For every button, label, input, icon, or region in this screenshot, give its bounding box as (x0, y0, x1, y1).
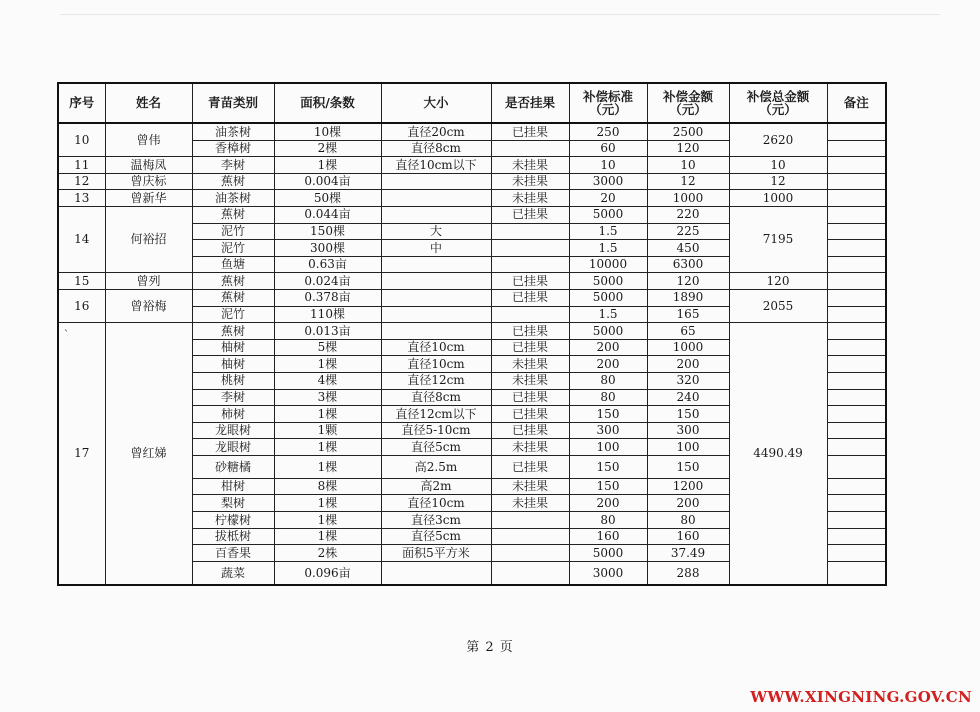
category-cell: 砂糖橘 (192, 455, 274, 478)
quantity-cell: 5棵 (274, 339, 381, 356)
amount-cell: 120 (647, 140, 729, 157)
amount-cell: 6300 (647, 256, 729, 273)
header-cell: 面积/条数 (274, 83, 381, 123)
standard-cell: 1.5 (569, 240, 647, 257)
amount-cell: 200 (647, 356, 729, 373)
remark-cell (827, 339, 886, 356)
quantity-cell: 110棵 (274, 306, 381, 323)
table-row (58, 173, 886, 190)
remark-cell (827, 528, 886, 545)
category-cell: 桃树 (192, 372, 274, 389)
amount-cell: 300 (647, 422, 729, 439)
scan-mark: ˋ (64, 330, 69, 341)
fruit-status-cell: 已挂果 (491, 339, 569, 356)
quantity-cell: 50棵 (274, 190, 381, 207)
remark-cell (827, 372, 886, 389)
amount-cell: 220 (647, 206, 729, 223)
standard-cell: 20 (569, 190, 647, 207)
size-cell (381, 323, 491, 340)
total-amount-cell: 10 (729, 157, 827, 174)
standard-cell: 5000 (569, 273, 647, 290)
quantity-cell: 1棵 (274, 439, 381, 456)
quantity-cell: 2株 (274, 545, 381, 562)
fruit-status-cell: 已挂果 (491, 273, 569, 290)
size-cell: 直径5-10cm (381, 422, 491, 439)
amount-cell: 1000 (647, 339, 729, 356)
serial-number-cell: 14 (58, 206, 105, 272)
amount-cell: 12 (647, 173, 729, 190)
category-cell: 柚树 (192, 339, 274, 356)
fruit-status-cell (491, 528, 569, 545)
name-cell: 温梅凤 (105, 157, 192, 174)
standard-cell: 150 (569, 478, 647, 495)
category-cell: 泥竹 (192, 223, 274, 240)
total-amount-cell: 2620 (729, 123, 827, 157)
amount-cell: 450 (647, 240, 729, 257)
amount-cell: 120 (647, 273, 729, 290)
quantity-cell: 0.004亩 (274, 173, 381, 190)
name-cell: 曾新华 (105, 190, 192, 207)
table-row (58, 289, 886, 306)
name-cell: 曾庆标 (105, 173, 192, 190)
serial-number-cell: 17 (58, 323, 105, 585)
category-cell: 百香果 (192, 545, 274, 562)
table-header-row (58, 83, 886, 123)
size-cell: 高2.5m (381, 455, 491, 478)
size-cell: 直径5cm (381, 439, 491, 456)
total-amount-cell: 1000 (729, 190, 827, 207)
quantity-cell: 0.013亩 (274, 323, 381, 340)
size-cell (381, 256, 491, 273)
size-cell: 面积5平方米 (381, 545, 491, 562)
size-cell: 直径20cm (381, 123, 491, 140)
amount-cell: 200 (647, 495, 729, 512)
header-cell: 补偿总金额 （元） (729, 83, 827, 123)
size-cell (381, 206, 491, 223)
category-cell: 蕉树 (192, 289, 274, 306)
category-cell: 油茶树 (192, 190, 274, 207)
table-row (58, 190, 886, 207)
fruit-status-cell: 未挂果 (491, 190, 569, 207)
amount-cell: 150 (647, 455, 729, 478)
category-cell: 蔬菜 (192, 561, 274, 585)
size-cell (381, 273, 491, 290)
size-cell: 直径5cm (381, 528, 491, 545)
total-amount-cell: 4490.49 (729, 323, 827, 585)
amount-cell: 1200 (647, 478, 729, 495)
quantity-cell: 1棵 (274, 356, 381, 373)
quantity-cell: 1棵 (274, 406, 381, 423)
header-cell: 姓名 (105, 83, 192, 123)
standard-cell: 160 (569, 528, 647, 545)
standard-cell: 10 (569, 157, 647, 174)
size-cell (381, 561, 491, 585)
remark-cell (827, 306, 886, 323)
quantity-cell: 1棵 (274, 157, 381, 174)
name-cell: 何裕招 (105, 206, 192, 272)
amount-cell: 65 (647, 323, 729, 340)
size-cell (381, 306, 491, 323)
size-cell: 中 (381, 240, 491, 257)
total-amount-cell: 2055 (729, 289, 827, 322)
serial-number-cell: 13 (58, 190, 105, 207)
remark-cell (827, 422, 886, 439)
serial-number-cell: 11 (58, 157, 105, 174)
standard-cell: 1.5 (569, 223, 647, 240)
fruit-status-cell (491, 223, 569, 240)
fruit-status-cell: 未挂果 (491, 478, 569, 495)
remark-cell (827, 495, 886, 512)
size-cell (381, 190, 491, 207)
category-cell: 龙眼树 (192, 422, 274, 439)
quantity-cell: 3棵 (274, 389, 381, 406)
header-cell: 青苗类别 (192, 83, 274, 123)
remark-cell (827, 545, 886, 562)
amount-cell: 320 (647, 372, 729, 389)
remark-cell (827, 123, 886, 140)
category-cell: 鱼塘 (192, 256, 274, 273)
quantity-cell: 0.096亩 (274, 561, 381, 585)
quantity-cell: 4棵 (274, 372, 381, 389)
quantity-cell: 150棵 (274, 223, 381, 240)
amount-cell: 37.49 (647, 545, 729, 562)
standard-cell: 3000 (569, 173, 647, 190)
standard-cell: 100 (569, 439, 647, 456)
quantity-cell: 0.378亩 (274, 289, 381, 306)
fruit-status-cell (491, 140, 569, 157)
table-body (58, 123, 886, 585)
remark-cell (827, 173, 886, 190)
amount-cell: 2500 (647, 123, 729, 140)
amount-cell: 10 (647, 157, 729, 174)
size-cell: 直径12cm以下 (381, 406, 491, 423)
size-cell: 直径8cm (381, 140, 491, 157)
standard-cell: 3000 (569, 561, 647, 585)
remark-cell (827, 140, 886, 157)
total-amount-cell: 7195 (729, 206, 827, 272)
fruit-status-cell: 未挂果 (491, 157, 569, 174)
remark-cell (827, 512, 886, 529)
fruit-status-cell: 已挂果 (491, 406, 569, 423)
quantity-cell: 1棵 (274, 495, 381, 512)
size-cell: 直径10cm (381, 339, 491, 356)
standard-cell: 80 (569, 512, 647, 529)
standard-cell: 5000 (569, 323, 647, 340)
size-cell: 直径10cm (381, 495, 491, 512)
category-cell: 柠檬树 (192, 512, 274, 529)
fruit-status-cell: 未挂果 (491, 439, 569, 456)
remark-cell (827, 561, 886, 585)
remark-cell (827, 157, 886, 174)
quantity-cell: 1棵 (274, 512, 381, 529)
quantity-cell: 1棵 (274, 528, 381, 545)
remark-cell (827, 323, 886, 340)
category-cell: 蕉树 (192, 273, 274, 290)
remark-cell (827, 389, 886, 406)
remark-cell (827, 190, 886, 207)
amount-cell: 160 (647, 528, 729, 545)
size-cell: 直径10cm以下 (381, 157, 491, 174)
table-row (58, 123, 886, 140)
category-cell: 柑树 (192, 478, 274, 495)
size-cell: 直径12cm (381, 372, 491, 389)
amount-cell: 165 (647, 306, 729, 323)
amount-cell: 240 (647, 389, 729, 406)
name-cell: 曾列 (105, 273, 192, 290)
fruit-status-cell (491, 561, 569, 585)
table-row (58, 273, 886, 290)
table-row (58, 206, 886, 223)
amount-cell: 225 (647, 223, 729, 240)
standard-cell: 250 (569, 123, 647, 140)
size-cell (381, 173, 491, 190)
fruit-status-cell (491, 256, 569, 273)
name-cell: 曾红娣 (105, 323, 192, 585)
category-cell: 油茶树 (192, 123, 274, 140)
name-cell: 曾裕梅 (105, 289, 192, 322)
quantity-cell: 0.63亩 (274, 256, 381, 273)
remark-cell (827, 256, 886, 273)
fruit-status-cell (491, 545, 569, 562)
category-cell: 泥竹 (192, 306, 274, 323)
standard-cell: 1.5 (569, 306, 647, 323)
total-amount-cell: 12 (729, 173, 827, 190)
header-cell: 备注 (827, 83, 886, 123)
fruit-status-cell: 已挂果 (491, 422, 569, 439)
size-cell: 大 (381, 223, 491, 240)
fruit-status-cell: 已挂果 (491, 389, 569, 406)
scan-edge-line (60, 14, 940, 15)
serial-number-cell: 12 (58, 173, 105, 190)
header-cell: 序号 (58, 83, 105, 123)
amount-cell: 150 (647, 406, 729, 423)
standard-cell: 150 (569, 406, 647, 423)
category-cell: 柚树 (192, 356, 274, 373)
category-cell: 李树 (192, 389, 274, 406)
table-row (58, 323, 886, 340)
category-cell: 蕉树 (192, 206, 274, 223)
standard-cell: 80 (569, 389, 647, 406)
quantity-cell: 300棵 (274, 240, 381, 257)
category-cell: 拔柢树 (192, 528, 274, 545)
standard-cell: 10000 (569, 256, 647, 273)
amount-cell: 288 (647, 561, 729, 585)
fruit-status-cell: 已挂果 (491, 323, 569, 340)
amount-cell: 1000 (647, 190, 729, 207)
remark-cell (827, 223, 886, 240)
quantity-cell: 0.024亩 (274, 273, 381, 290)
remark-cell (827, 439, 886, 456)
remark-cell (827, 455, 886, 478)
category-cell: 泥竹 (192, 240, 274, 257)
size-cell: 直径3cm (381, 512, 491, 529)
serial-number-cell: 10 (58, 123, 105, 157)
fruit-status-cell: 已挂果 (491, 123, 569, 140)
standard-cell: 5000 (569, 545, 647, 562)
remark-cell (827, 478, 886, 495)
header-cell: 大小 (381, 83, 491, 123)
quantity-cell: 8棵 (274, 478, 381, 495)
standard-cell: 80 (569, 372, 647, 389)
amount-cell: 100 (647, 439, 729, 456)
quantity-cell: 1颗 (274, 422, 381, 439)
site-watermark: WWW.XINGNING.GOV.CN (750, 688, 972, 706)
standard-cell: 60 (569, 140, 647, 157)
remark-cell (827, 206, 886, 223)
serial-number-cell: 15 (58, 273, 105, 290)
compensation-table (57, 82, 887, 586)
size-cell (381, 289, 491, 306)
fruit-status-cell (491, 306, 569, 323)
size-cell: 直径10cm (381, 356, 491, 373)
table-row (58, 157, 886, 174)
fruit-status-cell (491, 240, 569, 257)
category-cell: 李树 (192, 157, 274, 174)
name-cell: 曾伟 (105, 123, 192, 157)
remark-cell (827, 356, 886, 373)
remark-cell (827, 240, 886, 257)
fruit-status-cell: 未挂果 (491, 173, 569, 190)
fruit-status-cell: 未挂果 (491, 372, 569, 389)
category-cell: 蕉树 (192, 323, 274, 340)
standard-cell: 5000 (569, 206, 647, 223)
fruit-status-cell (491, 512, 569, 529)
amount-cell: 1890 (647, 289, 729, 306)
quantity-cell: 0.044亩 (274, 206, 381, 223)
header-cell: 补偿标准 （元） (569, 83, 647, 123)
standard-cell: 150 (569, 455, 647, 478)
standard-cell: 300 (569, 422, 647, 439)
standard-cell: 200 (569, 495, 647, 512)
category-cell: 龙眼树 (192, 439, 274, 456)
remark-cell (827, 289, 886, 306)
category-cell: 蕉树 (192, 173, 274, 190)
quantity-cell: 2棵 (274, 140, 381, 157)
remark-cell (827, 273, 886, 290)
remark-cell (827, 406, 886, 423)
fruit-status-cell: 已挂果 (491, 206, 569, 223)
fruit-status-cell: 已挂果 (491, 455, 569, 478)
quantity-cell: 1棵 (274, 455, 381, 478)
serial-number-cell: 16 (58, 289, 105, 322)
fruit-status-cell: 未挂果 (491, 356, 569, 373)
size-cell: 高2m (381, 478, 491, 495)
page-number: 第 2 页 (466, 640, 514, 655)
category-cell: 柿树 (192, 406, 274, 423)
header-cell: 补偿金额 （元） (647, 83, 729, 123)
category-cell: 香樟树 (192, 140, 274, 157)
standard-cell: 5000 (569, 289, 647, 306)
category-cell: 梨树 (192, 495, 274, 512)
fruit-status-cell: 未挂果 (491, 495, 569, 512)
size-cell: 直径8cm (381, 389, 491, 406)
standard-cell: 200 (569, 356, 647, 373)
standard-cell: 200 (569, 339, 647, 356)
fruit-status-cell: 已挂果 (491, 289, 569, 306)
total-amount-cell: 120 (729, 273, 827, 290)
header-cell: 是否挂果 (491, 83, 569, 123)
amount-cell: 80 (647, 512, 729, 529)
quantity-cell: 10棵 (274, 123, 381, 140)
